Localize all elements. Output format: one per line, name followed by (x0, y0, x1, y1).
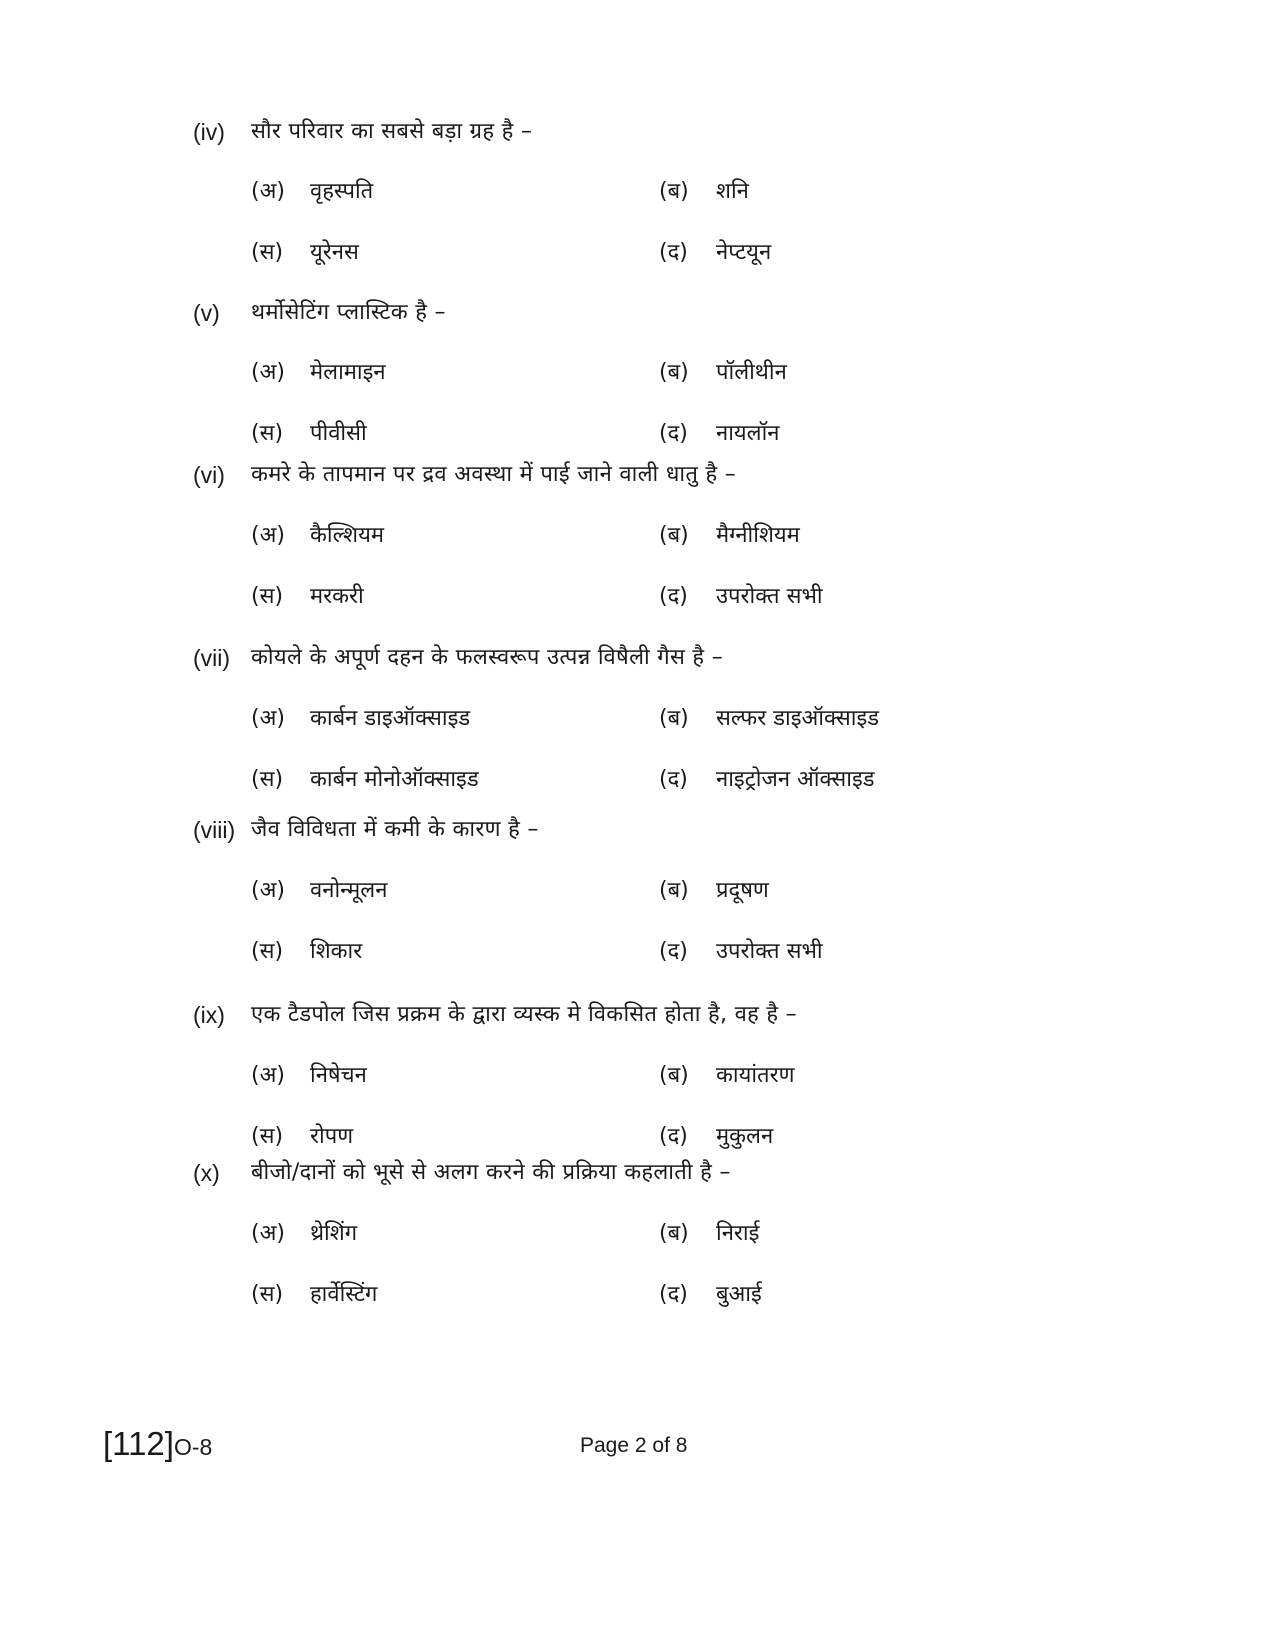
option-text: वृहस्पति (310, 179, 374, 204)
option-label: (स) (251, 1282, 284, 1307)
option-text: शनि (716, 179, 749, 204)
option-text: कार्बन मोनोऑक्साइड (310, 767, 479, 792)
question-text: थर्मोसेटिंग प्लास्टिक है – (251, 300, 446, 325)
option-label: (स) (251, 421, 284, 446)
option-label: (द) (659, 421, 688, 446)
option-text: मैग्नीशियम (716, 523, 800, 548)
option-label: (अ) (251, 706, 285, 731)
question-block (0, 643, 1275, 843)
option-text: हार्वेस्टिंग (310, 1282, 378, 1307)
option-label: (अ) (251, 523, 285, 548)
question-text: कमरे के तापमान पर द्रव अवस्था में पाई जाने वाली धातु है – (251, 462, 737, 487)
option-text: नायलॉन (716, 421, 780, 446)
question-text: सौर परिवार का सबसे बड़ा ग्रह है – (251, 119, 533, 144)
option-label: (अ) (251, 360, 285, 385)
option-label: (द) (659, 1282, 688, 1307)
question-text: बीजो/दानों को भूसे से अलग करने की प्रक्रिया कहलाती है – (251, 1160, 731, 1185)
question-block (0, 460, 1275, 660)
option-label: (द) (659, 939, 688, 964)
option-label: (अ) (251, 1063, 285, 1088)
option-text: बुआई (716, 1282, 762, 1307)
question-number: (ix) (193, 1002, 225, 1028)
option-label: (अ) (251, 1221, 285, 1246)
question-number: (iv) (193, 119, 225, 145)
option-label: (स) (251, 939, 284, 964)
option-label: (ब) (659, 179, 689, 204)
option-text: मेलामाइन (310, 360, 386, 385)
paper-code-suffix: O-8 (173, 1434, 213, 1460)
option-text: निराई (716, 1221, 760, 1246)
paper-code-main: [112] (103, 1425, 174, 1462)
option-label: (द) (659, 767, 688, 792)
question-text: जैव विविधता में कमी के कारण है – (251, 817, 539, 842)
option-text: मुकुलन (716, 1124, 774, 1149)
option-text: यूरेनस (310, 240, 359, 265)
option-text: प्रदूषण (716, 878, 769, 903)
question-block (0, 117, 1275, 317)
question-block (0, 815, 1275, 1015)
option-label: (अ) (251, 878, 285, 903)
option-label: (ब) (659, 878, 689, 903)
option-text: रोपण (310, 1124, 354, 1149)
option-label: (स) (251, 584, 284, 609)
question-number: (viii) (193, 817, 236, 843)
paper-code (103, 1424, 212, 1471)
option-label: (अ) (251, 179, 285, 204)
option-text: सल्फर डाइऑक्साइड (716, 706, 880, 731)
option-text: निषेचन (310, 1063, 367, 1088)
option-text: उपरोक्त सभी (716, 939, 823, 964)
page-number: Page 2 of 8 (580, 1434, 688, 1457)
option-label: (स) (251, 1124, 284, 1149)
option-text: थ्रेशिंग (310, 1221, 358, 1246)
option-label: (द) (659, 584, 688, 609)
option-label: (द) (659, 240, 688, 265)
question-text: कोयले के अपूर्ण दहन के फलस्वरूप उत्पन्न विषैली गैस है – (251, 645, 724, 670)
option-text: कार्बन डाइऑक्साइड (310, 706, 471, 731)
option-label: (स) (251, 240, 284, 265)
option-text: कायांतरण (716, 1063, 795, 1088)
option-text: उपरोक्त सभी (716, 584, 823, 609)
question-number: (vii) (193, 645, 231, 671)
option-label: (ब) (659, 706, 689, 731)
question-number: (v) (193, 300, 220, 326)
option-label: (ब) (659, 1063, 689, 1088)
option-label: (ब) (659, 360, 689, 385)
option-label: (स) (251, 767, 284, 792)
option-label: (द) (659, 1124, 688, 1149)
option-text: कैल्शियम (310, 523, 385, 548)
question-block (0, 1158, 1275, 1358)
option-text: शिकार (310, 939, 363, 964)
option-text: नाइट्रोजन ऑक्साइड (716, 767, 875, 792)
question-text: एक टैडपोल जिस प्रक्रम के द्वारा व्यस्क मे विकसित होता है, वह है – (251, 1002, 797, 1027)
option-label: (ब) (659, 523, 689, 548)
option-text: नेप्टयून (716, 240, 772, 265)
option-text: पॉलीथीन (716, 360, 787, 385)
option-text: पीवीसी (310, 421, 367, 446)
option-label: (ब) (659, 1221, 689, 1246)
option-text: वनोन्मूलन (310, 878, 388, 903)
question-number: (vi) (193, 462, 225, 488)
option-text: मरकरी (310, 584, 364, 609)
question-number: (x) (193, 1160, 220, 1186)
